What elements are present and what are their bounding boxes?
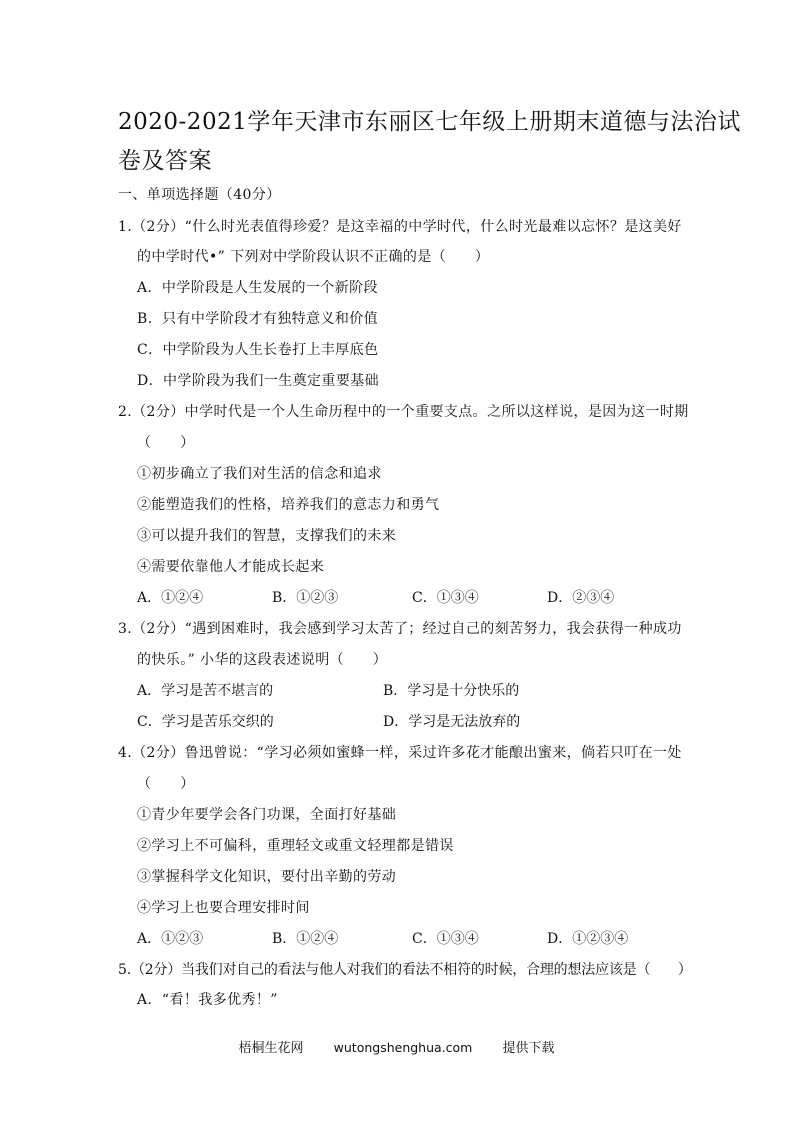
question-stem-continued: 的中学时代•” 下列对中学阶段认识不正确的是（ ）: [137, 249, 490, 265]
option-d: D．②③④: [547, 590, 615, 606]
option-b: B．只有中学阶段才有独特意义和价值: [137, 311, 379, 327]
question-stem: 1.（2分）“什么时光表值得珍爱？是这幸福的中学时代，什么时光最难以忘怀？是这美好: [118, 219, 682, 235]
statement-2: ②能塑造我们的性格，培养我们的意志力和勇气: [137, 497, 440, 513]
option-d: D．学习是无法放弃的: [383, 714, 521, 730]
option-c: C．中学阶段为人生长卷打上丰厚底色: [137, 342, 379, 358]
question-stem: 5.（2分）当我们对自己的看法与他人对我们的看法不相符的时候，合理的想法应该是（ ）: [118, 962, 692, 978]
footer-note: 提供下载: [502, 1041, 555, 1056]
option-a: A．“看！我多优秀！”: [137, 992, 278, 1008]
statement-4: ④学习上也要合理安排时间: [137, 900, 310, 916]
option-b: B．学习是十分快乐的: [383, 683, 520, 699]
document-title-line2: 卷及答案: [118, 148, 212, 174]
option-a: A．中学阶段是人生发展的一个新阶段: [137, 280, 378, 296]
answer-blank: （ ）: [137, 435, 195, 451]
footer-site-url[interactable]: wutongshenghua.com: [333, 1040, 473, 1055]
statement-4: ④需要依靠他人才能成长起来: [137, 559, 325, 575]
document-title-line1: 2020-2021学年天津市东丽区七年级上册期末道德与法治试: [118, 109, 741, 135]
statement-3: ③可以提升我们的智慧，支撑我们的未来: [137, 528, 397, 544]
option-c: C．学习是苦乐交织的: [137, 714, 274, 730]
statement-1: ①初步确立了我们对生活的信念和追求: [137, 466, 382, 482]
option-b: B．①②③: [272, 590, 339, 606]
question-stem-continued: 的快乐。” 小华的这段表述说明（ ）: [137, 652, 388, 668]
footer-site-name: 梧桐生花网: [238, 1041, 304, 1056]
option-d: D．中学阶段为我们一生奠定重要基础: [137, 373, 380, 389]
answer-blank: （ ）: [137, 776, 195, 792]
option-c: C．①③④: [412, 931, 479, 947]
question-stem: 3.（2分）“遇到困难时，我会感到学习太苦了；经过自己的刻苦努力，我会获得一种成功: [118, 621, 682, 637]
question-stem: 2.（2分）中学时代是一个人生命历程中的一个重要支点。之所以这样说，是因为这一时期: [118, 404, 689, 420]
option-a: A．①②③: [137, 931, 204, 947]
option-b: B．①②④: [272, 931, 339, 947]
section-heading: 一、单项选择题（40分）: [118, 187, 281, 203]
statement-1: ①青少年要学会各门功课，全面打好基础: [137, 807, 397, 823]
option-c: C．①③④: [412, 590, 479, 606]
page-footer: [0, 1042, 793, 1055]
option-a: A．①②④: [137, 590, 204, 606]
question-stem: 4.（2分）鲁迅曾说：“学习必须如蜜蜂一样，采过许多花才能酿出蜜来，倘若只叮在一处: [118, 745, 682, 761]
statement-2: ②学习上不可偏科，重理轻文或重文轻理都是错误: [137, 838, 454, 854]
option-a: A．学习是苦不堪言的: [137, 683, 274, 699]
statement-3: ③掌握科学文化知识，要付出辛勤的劳动: [137, 869, 397, 885]
option-d: D．①②③④: [547, 931, 629, 947]
